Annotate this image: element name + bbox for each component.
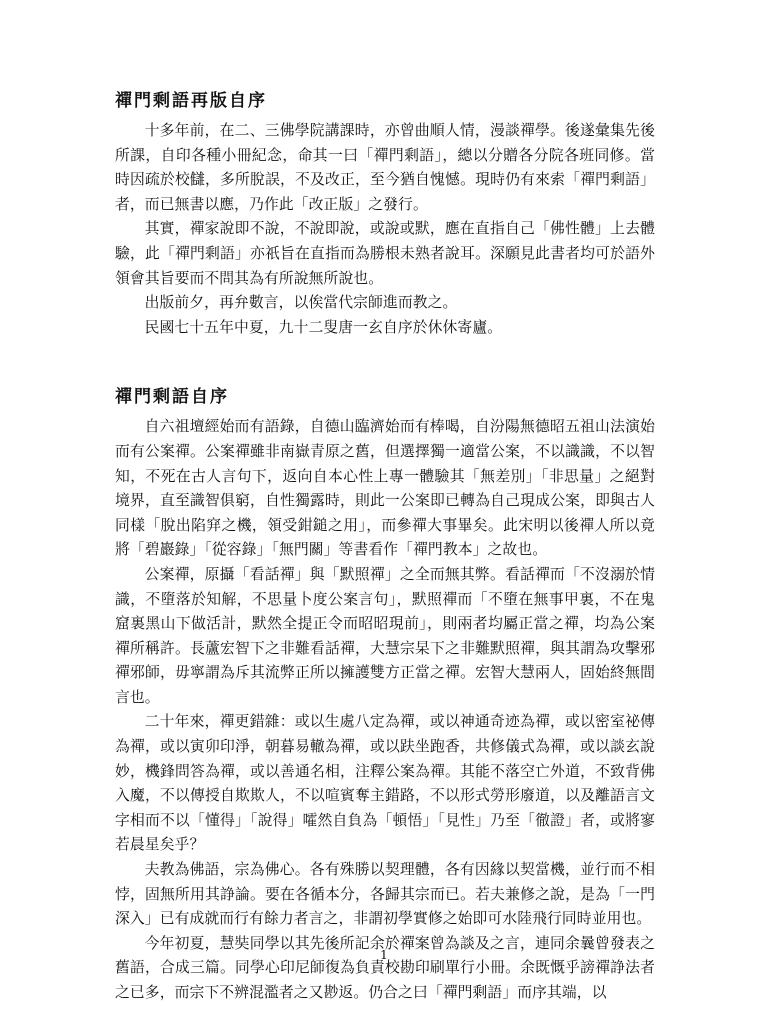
paragraph: 其實，禪家說即不說，不說即說，或說或默，應在直指自己「佛性體」上去體驗，此「禪門剩語」亦祇旨在直指而為勝根未熟者說耳。深願見此書者均可於語外領會其旨要而不問其為有所說無所說也。 (115, 220, 655, 287)
paragraph: 夫教為佛語，宗為佛心。各有殊勝以契理體，各有因緣以契當機，並行而不相悖，固無所用其諍論。要在各循本分，各歸其宗而已。若夫兼修之說，是為「一門深入」已有成就而行有餘力者言之，非謂初學實修之始即可水陸飛行同時並用也。 (115, 861, 655, 928)
original-preface-title: 禪門剩語自序 (115, 387, 229, 408)
reprint-preface-title: 禪門剩語再版自序 (115, 91, 267, 111)
paragraph: 自六祖壇經始而有語錄，自德山臨濟始而有棒喝，自汾陽無德昭五祖山法演始而有公案禪。公案禪雖非南嶽青原之舊，但選擇獨一適當公案，不以識識，不以智知，不死在古人言句下，返向自本心性上專一體驗其「無差別」「非思量」之絕對境界，直至識智俱窮，自性獨露時，則此一公案即已轉為自己現成公案，即與古人同樣「脫出陷穽之機，領受鉗鎚之用」，而參禪大事畢矣。此宋明以後禪人所以竟將「碧巖錄」「從容錄」「無門關」等書看作「禪門教本」之故也。 (115, 418, 655, 559)
paragraph: 十多年前，在二、三佛學院講課時，亦曾曲順人情，漫談禪學。後遂彙集先後所課，自印各種小冊紀念，命其一曰「禪門剩語」，總以分贈各分院各班同修。當時因疏於校讎，多所脫誤，不及改正，至今猶自愧憾。現時仍有來索「禪門剩語」者，而已無書以應，乃作此「改正版」之發行。 (115, 122, 655, 213)
page-number: 1 (380, 948, 388, 962)
original-preface-body (115, 415, 655, 1005)
paragraph: 出版前夕，再弁數言，以俟當代宗師進而教之。 (144, 294, 458, 312)
paragraph: 民國七十五年中夏，九十二叟唐一玄自序於休休寄廬。 (144, 318, 503, 336)
page-content (115, 88, 655, 1006)
paragraph: 公案禪，原攝「看話禪」與「默照禪」之全而無其弊。看話禪而「不沒溺於情識，不墮落於知解，不思量卜度公案言句」，默照禪而「不墮在無事甲裏，不在鬼窟裏黑山下做活計，默然全提正令而昭昭現前」，則兩者均屬正當之禪，均為公案禪所稱許。長蘆宏智下之非難看話禪，大慧宗杲下之非難默照禪，與其謂為攻擊邪禪邪師，毋寧謂為斥其流弊正所以擁護雙方正當之禪。宏智大慧兩人，固始終無間言也。 (115, 565, 655, 706)
reprint-preface-body (115, 119, 655, 340)
paragraph: 二十年來，禪更錯雜：或以生處八定為禪，或以神通奇迹為禪，或以密室祕傳為禪，或以寅卯印淨，朝暮易轍為禪，或以趺坐跑香，共修儀式為禪，或以談玄說妙，機鋒問答為禪，或以善通名相，注釋公案為禪。其能不落空亡外道，不致背佛入魔，不以傳授自欺欺人，不以喧賓奪主錯路，不以形式勞形廢道，以及離語言文字相而不以「懂得」「說得」嚯然自負為「頓悟」「見性」乃至「徹證」者，或將寥若晨星矣乎？ (115, 713, 655, 854)
paragraph: 今年初夏，慧奘同學以其先後所記余於禪案曾為談及之言，連同余曩曾發表之舊語，合成三篇。同學心印尼師復為負責校勘印刷單行小冊。余既慨乎謗禪諍法者之已多，而宗下不辨混濫者之又尠返。仍合之曰「禪門剩語」而序其端，以 (115, 934, 655, 1001)
